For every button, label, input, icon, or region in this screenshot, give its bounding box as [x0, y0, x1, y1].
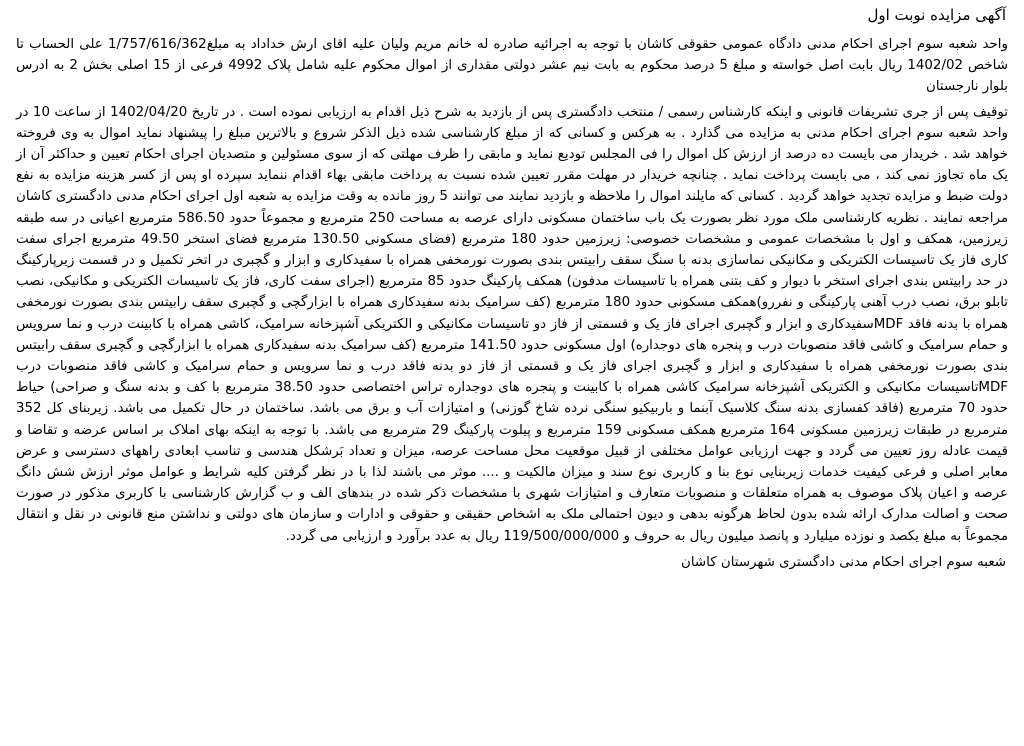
notice-paragraph-intro: واحد شعبه سوم اجرای احکام مدنی دادگاه عمومی حقوقی کاشان با توجه به اجرائیه صادره له خانم مریم ولیان علیه اقای ارش خداداد به مبلغ1/757/616/362 علی الحساب تا شاخص 1402/02 ریال بابت اصل خواسته و مبلغ 5 درصد محکوم به بابت نیم عشر دولتی مقداری از اموال محکوم علیه شامل پلاک 4992 فرعی از 15 اصلی بخش 2 به ادرس بلوار نارجستان — [16, 37, 1008, 95]
notice-title: آگهی مزایده نوبت اول — [867, 6, 1006, 24]
notice-footer-signature: شعبه سوم اجرای احکام مدنی دادگستری شهرستان کاشان — [681, 554, 1006, 570]
notice-paragraph-details: توقیف پس از جری تشریفات قانونی و اینکه کارشناس رسمی / منتخب دادگستری پس از بازدید به شرح ذیل اقدام به ارزیابی نموده است . در تاریخ 1402/04/20 از ساعت 10 در واحد شعبه سوم اجرای احکام مدنی به مزایده می گذارد . به هرکس و کسانی که از مبلغ کارشناسی شده ذیل الذکر شروع و بالاترین مبلغ را پیشنهاد نماید اموال به وی فروخته خواهد شد . خریدار می بایست ده درصد از ارزش کل اموال را فی المجلس تودیع نماید و مابقی را ظرف مهلتی که از سوی مسئولین و متصدیان اجرای احکام تعیین و حداکثر آن از یک ماه تجاوز نمی کند ، می بایست پرداخت نماید . چنانچه خریدار در مهلت مقرر تعیین شده نسبت به پرداخت مابقی بهاء اقدام ننماید سپرده او پس از کسر هزینه مزایده به نفع دولت ضبط و مزایده تجدید خواهد گردید . کسانی که مایلند اموال را ملاحظه و بازدید نمایند می توانند 5 روز مانده به وقت مزایده به شعبه اول اجرای احکام مدنی دادگستری کاشان مراجعه نمایند . نظریه کارشناسی ملک مورد نظر بصورت یک باب ساختمان مسکونی دارای عرصه به مساحت 250 مترمربع و مجموعاً حدود 586.50 مترمربع اعیانی در سه طبقه زیرزمین، همکف و اول با مشخصات عمومی و مشخصات خصوصی: زیرزمین حدود 180 مترمربع (فضای مسکونی 130.50 مترمربع فضای استخر 49.50 مترمربع اجرای سفت کاری فاز یک تاسیسات الکتریکی و مکانیکی نماسازی بدنه با سنگ سقف رابیتس بندی بصورت نورمخفی همراه با سفیدکاری و ابزار و گچبری در اتخر تکمیل و در قسمت زیرپارکینگ در حد رابیتس بندی اجرای استخر با دیوار و کف بتنی همراه با تاسیسات مدفون) همکف پارکینگ حدود 85 مترمربع (اجرای سفت کاری، فاز یک تاسیسات الکتریکی و مکانیکی، نصب تابلو برق، نصب درب آهنی پارکینگی و نفررو)همکف مسکونی حدود 180 مترمربع (کف سرامیک بدنه سفیدکاری همراه با ابزارگچی و گچبری سقف رابیتس بندی بصورت نورمخفی همراه با بدنه فاقد MDFسفیدکاری و ابزار و گچبری اجرای فاز یک و قسمتی از فاز دو تاسیسات مکانیکی و الکتریکی آشپزخانه سرامیک، کاشی همراه با کابینت درب و نما سرویس و حمام سرامیک و کاشی فاقد منصوبات درب و پنجره های دوجداره) اول مسکونی حدود 141.50 مترمربع (کف سرامیک بدنه سفیدکاری همراه با ابزارگچی و گچبری سقف رابیتس بندی بصورت نورمخفی همراه با سفیدکاری و ابزار و گچبری اجرای فاز یک و قسمتی از فاز دو بدنه فاقد درب و نما سرویس و حمام سرامیک و کاشی فاقد منصوبات درب MDFتاسیسات مکانیکی و الکتریکی آشپزخانه سرامیک کاشی همراه با کابینت و پنجره های دوجداره تراس اختصاصی حدود 38.50 مترمربع با کف و بدنه سنگ و صراحی) حیاط حدود 70 مترمربع (فاقد کفسازی بدنه سنگ کلاسیک آبنما و باربیکیو سنگی نرده شاخ گوزنی) و امتیازات آب و برق می باشد. ساختمان در حال تکمیل می باشد. زیربنای کل 352 مترمربع در طبقات زیرزمین مسکونی 164 مترمربع همکف مسکونی 159 مترمربع و پیلوت پارکینگ 29 مترمربع می باشد. با توجه به اینکه بهای املاک بر اساس عرضه و تقاضا و قیمت عادله روز تعیین می گردد و جهت ارزیابی عوامل مختلفی از قبیل موقعیت محل مساحت عرصه، میزان و تعداد بَرشکل هندسی و تناسب ابعادی راههای دسترسی و عرض معابر اصلی و فرعی کیفیت خدمات زیربنایی نوع بنا و کاربری نوع سند و میزان مالکیت و .... موثر می باشند لذا با در نظر گرفتن کلیه شرایط و عوامل موثر ارزش شش دانگ عرصه و اعیان پلاک موصوف به همراه متعلقات و منصوبات متعارف و امتیازات شهری با مشخصات ذکر شده در بندهای الف و ب گزارش کارشناسی با کاربری مذکور در صورت صحت و اصالت مدارک ارائه شده بدون لحاظ هرگونه بدهی و دیون احتمالی ملک به اشخاص حقیقی و حقوقی و ادارات و سازمان های دولتی و نداشتن منع قانونی در نقل و انتقال مجموعاً به مبلغ یکصد و نوزده میلیارد و پانصد میلیون ریال به حروف و 119/500/000/000 ریال به عدد برآورد و ارزیابی می گردد. — [16, 104, 1009, 544]
